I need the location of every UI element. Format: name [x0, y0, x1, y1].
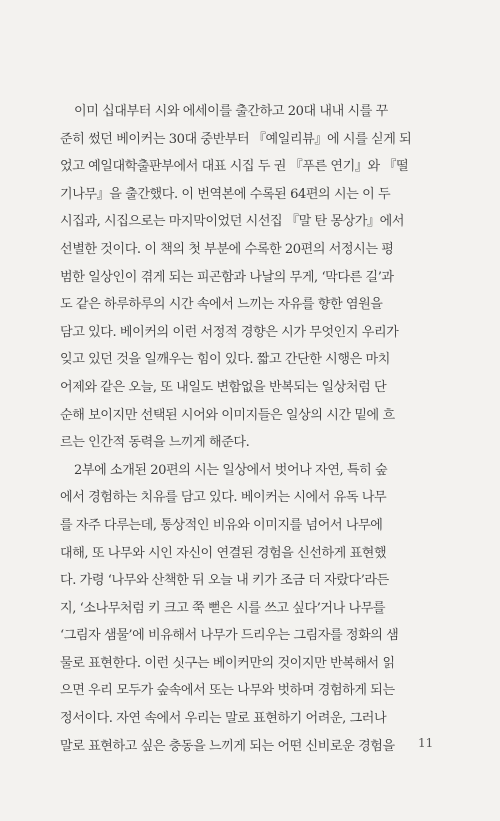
text-line: 말로 표현하고 싶은 충동을 느끼게 되는 어떤 신비로운 경험을 [60, 738, 395, 754]
text-line: 잊고 있던 것을 일깨우는 힘이 있다. 짧고 간단한 시행은 마치 [60, 352, 390, 368]
text-line: 었고 예일대학출판부에서 대표 시집 두 권 『푸른 연기』와 『떨 [60, 159, 409, 175]
text-line: 선별한 것이다. 이 책의 첫 부분에 수록한 20편의 서정시는 평 [60, 241, 394, 257]
text-line: 를 자주 다루는데, 통상적인 비유와 이미지를 넘어서 나무에 [60, 517, 383, 533]
text-line: 도 같은 하루하루의 시간 속에서 느끼는 자유를 향한 염원을 [60, 297, 383, 313]
text-line: 르는 인간적 동력을 느끼게 해준다. [60, 435, 250, 451]
text-line: 범한 일상인이 겪게 되는 피곤함과 나날의 무게, ‘막다른 길’과 [60, 269, 394, 285]
text-line: 어제와 같은 오늘, 또 내일도 변함없을 반복되는 일상처럼 단 [60, 379, 387, 395]
text-line: 다. 가령 ‘나무와 산책한 뒤 오늘 내 키가 조금 더 자랐다’라든 [60, 573, 389, 589]
text-line: 지, ‘소나무처럼 키 크고 쭉 뻗은 시를 쓰고 싶다’거나 나무를 [60, 600, 386, 616]
text-line: 이미 십대부터 시와 에세이를 출간하고 20대 내내 시를 꾸 [74, 104, 388, 119]
body-text [60, 98, 440, 760]
text-line: 물로 표현한다. 이런 싯구는 베이커만의 것이지만 반복해서 읽 [60, 655, 395, 671]
text-line: 2부에 소개된 20편의 시는 일상에서 벗어나 자연, 특히 숲 [74, 462, 388, 478]
text-line: 에서 경험하는 치유를 담고 있다. 베이커는 시에서 유독 나무 [60, 490, 387, 506]
text-line: 으면 우리 모두가 숲속에서 또는 나무와 벗하며 경험하게 되는 [60, 683, 395, 699]
text-line: 대해, 또 나무와 시인 자신이 연결된 경험을 신선하게 표현했 [60, 545, 387, 561]
text-line: 담고 있다. 베이커의 이런 서정적 경향은 시가 무엇인지 우리가 [60, 324, 399, 340]
paragraph-2 [60, 457, 440, 761]
text-line: 준히 썼던 베이커는 30대 중반부터 『예일리뷰』에 시를 싣게 되 [60, 131, 412, 147]
text-line: ‘그림자 샘물’에 비유해서 나무가 드리우는 그림자를 정화의 샘 [60, 628, 399, 644]
paragraph-1 [60, 98, 440, 457]
text-line: 기나무』을 출간했다. 이 번역본에 수록된 64편의 시는 이 두 [60, 186, 391, 202]
page-number: 11 [418, 736, 434, 750]
text-line: 정서이다. 자연 속에서 우리는 말로 표현하기 어려운, 그러나 [60, 711, 387, 727]
text-line: 순해 보이지만 선택된 시어와 이미지들은 일상의 시간 밑에 흐 [60, 407, 395, 423]
text-line: 시집과, 시집으로는 마지막이었던 시선집 『말 탄 몽상가』에서 [60, 214, 405, 230]
